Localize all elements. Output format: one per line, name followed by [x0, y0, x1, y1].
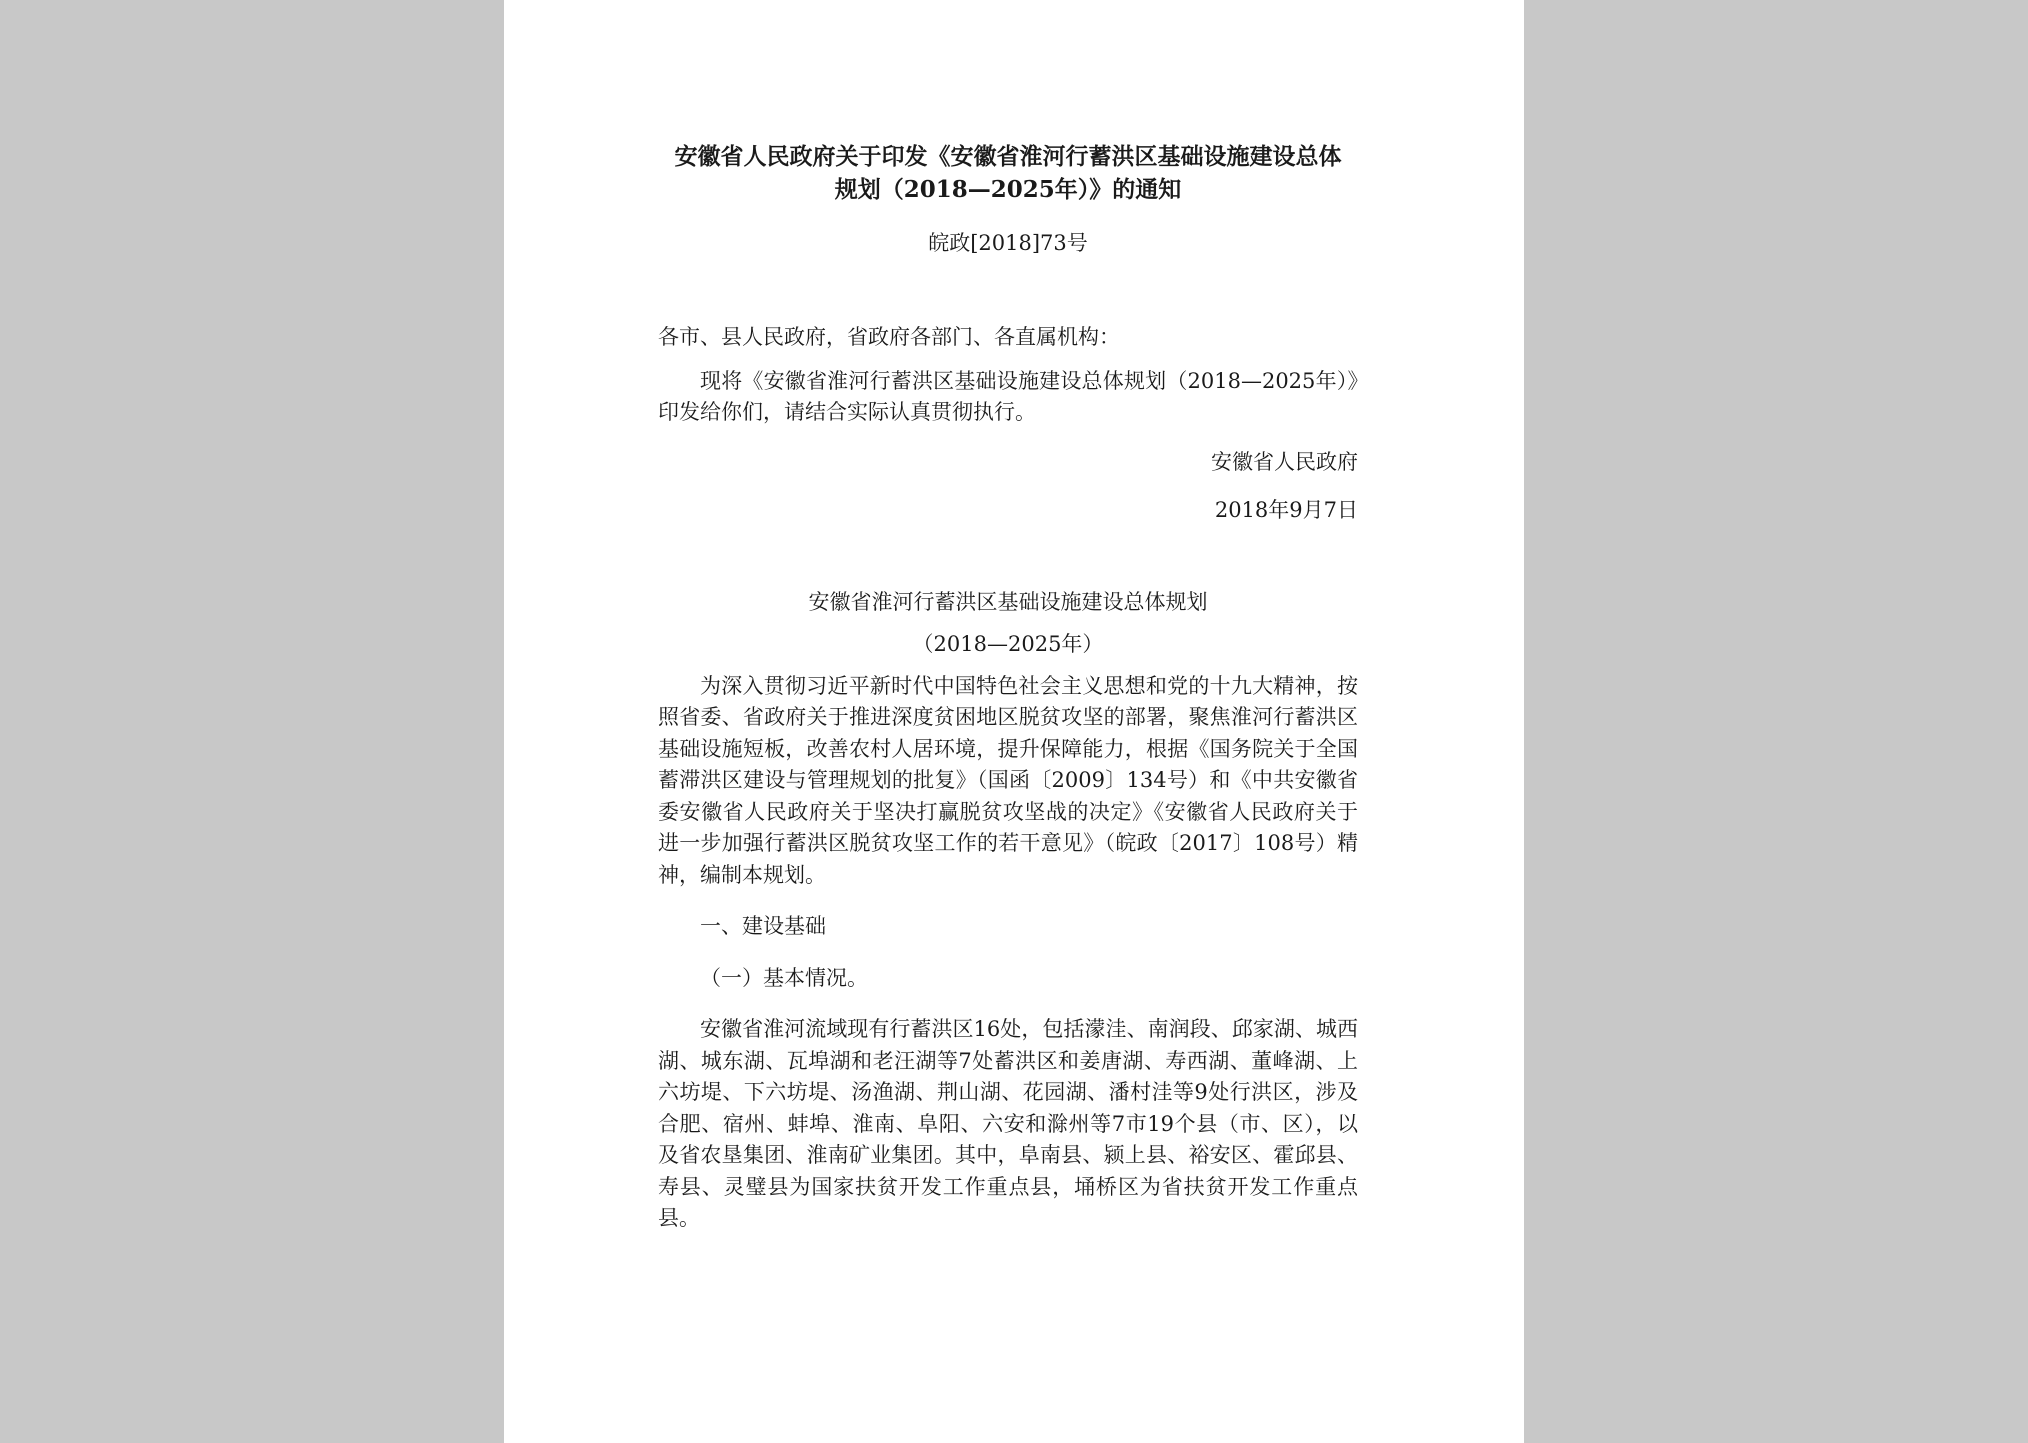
plan-intro: 为深入贯彻习近平新时代中国特色社会主义思想和党的十九大精神，按照省委、省政府关于推进深度贫困地区脱贫攻坚的部署，聚焦淮河行蓄洪区基础设施短板，改善农村人居环境，提升保障能力，根据《国务院关于全国蓄滞洪区建设与管理规划的批复》（国函〔2009〕134号）和《中共安徽省委安徽省人民政府关于坚决打赢脱贫攻坚战的决定》《安徽省人民政府关于进一步加强行蓄洪区脱贫攻坚工作的若干意见》（皖政〔2017〕108号）精神，编制本规划。: [658, 673, 1358, 887]
document-page: [504, 0, 1524, 1443]
issuer-signature: 安徽省人民政府: [1211, 449, 1358, 474]
notice-body: 现将《安徽省淮河行蓄洪区基础设施建设总体规划（2018—2025年）》印发给你们，请结合实际认真贯彻执行。: [658, 368, 1358, 424]
document-number: 皖政[2018]73号: [928, 231, 1088, 255]
plan-title: 安徽省淮河行蓄洪区基础设施建设总体规划: [808, 589, 1208, 614]
subsection-body: 安徽省淮河流域现有行蓄洪区16处，包括濛洼、南润段、邱家湖、城西湖、城东湖、瓦埠湖和老汪湖等7处蓄洪区和姜唐湖、寿西湖、董峰湖、上六坊堤、下六坊堤、汤渔湖、荆山湖、花园湖、潘村洼等9处行洪区，涉及合肥、宿州、蚌埠、淮南、阜阳、六安和滁州等7市19个县（市、区），以及省农垦集团、淮南矿业集团。其中，阜南县、颍上县、裕安区、霍邱县、寿县、灵璧县为国家扶贫开发工作重点县，埇桥区为省扶贫开发工作重点县。: [658, 1017, 1358, 1230]
page-content: [658, 140, 1358, 1235]
plan-years: （2018—2025年）: [912, 631, 1104, 656]
notice-title-line1: 安徽省人民政府关于印发《安徽省淮河行蓄洪区基础设施建设总体: [674, 143, 1342, 170]
salutation: 各市、县人民政府，省政府各部门、各直属机构：: [658, 325, 1120, 349]
notice-title-line2: 规划（2018—2025年）》的通知: [834, 176, 1182, 203]
subsection-heading: （一）基本情况。: [700, 965, 868, 990]
notice-title: [658, 140, 1358, 206]
issue-date: 2018年9月7日: [1214, 497, 1358, 522]
section-heading: 一、建设基础: [700, 914, 826, 938]
